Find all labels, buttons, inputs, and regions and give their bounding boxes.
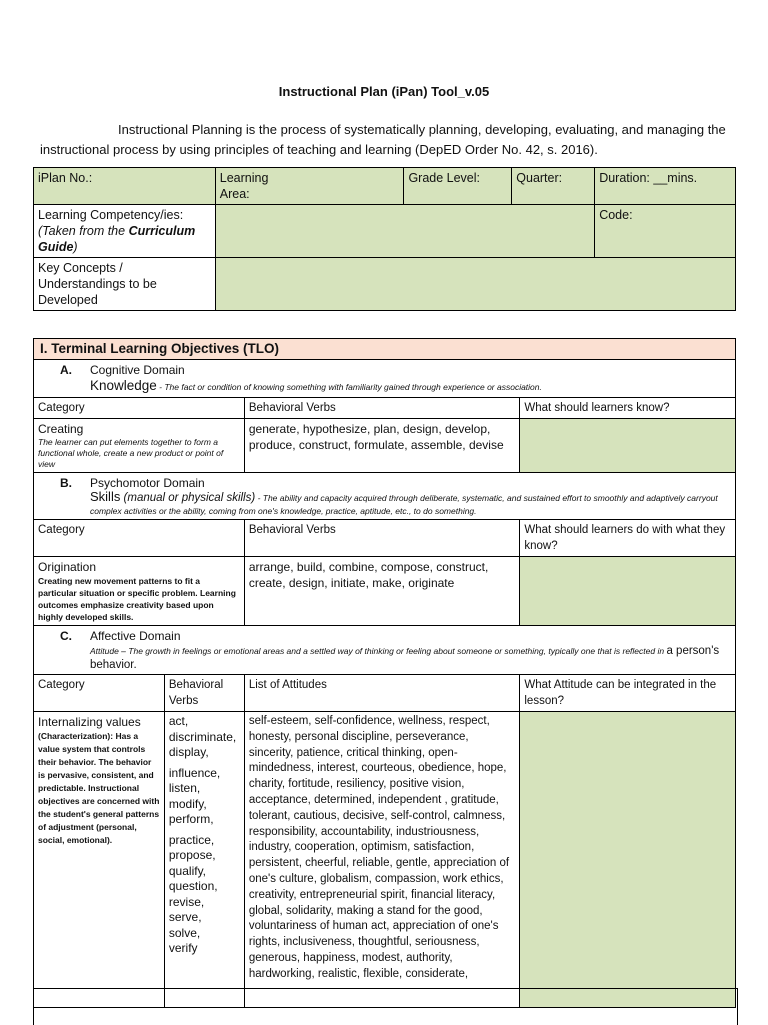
affective-attitudes-cell: self-esteem, self-confidence, wellness, respect, honesty, personal discipline, perseverance, sincerity, patience, critical thinking, open-mindedness, interest, courteous, obedience, hope, charity, fortitude, resiliency, positive vision, acceptance, determined, independent , gratitude, tolerant, cautious, decisive, self-control, calmness, responsibility, accountability, industriousness, industry, cooperation, optimism, satisfaction, persistent, cheerful, reliable, gentle, appreciation of one's culture, globalism, compassion, work ethics, creativity, entrepreneurial spirit, financial literacy, global, solidarity, making a stand for the good, voluntariness of human act, appreciation of one's rights, inclusiveness, thoughtful, seriousness, generous, happiness, modest, authority, hardworking, realistic, flexible, considerate, bbox=[244, 712, 520, 1008]
affective-col-category: Category bbox=[34, 675, 165, 712]
key-concepts-label-cell: Key Concepts / Understandings to be Developed bbox=[34, 258, 216, 311]
duration-cell: Duration: __mins. bbox=[595, 168, 736, 205]
cognitive-category-cell: Creating The learner can put elements together to form a functional whole, create a new product or point of view bbox=[34, 419, 245, 473]
cognitive-col-question: What should learners know? bbox=[520, 398, 736, 419]
affective-domain-header: C. Affective Domain Attitude – The growth in feelings or emotional areas and a settled way of thinking or feeling about someone or something, typically one that is reflected in a person's behavior. bbox=[34, 626, 736, 675]
affective-verb: modify, bbox=[168, 796, 207, 811]
cognitive-verbs-cell: generate, hypothesize, plan, design, develop, produce, construct, formulate, assemble, devise bbox=[244, 419, 520, 473]
cognitive-col-category: Category bbox=[34, 398, 245, 419]
affective-verb: solve, bbox=[168, 925, 201, 940]
affective-verb: influence, bbox=[168, 765, 221, 780]
affective-verb: practice, bbox=[168, 832, 215, 847]
grade-level-cell: Grade Level: bbox=[404, 168, 512, 205]
affective-verb: perform, bbox=[168, 812, 214, 826]
affective-col-question: What Attitude can be integrated in the lesson? bbox=[520, 675, 736, 712]
affective-verb: propose, bbox=[168, 848, 216, 862]
psychomotor-col-question: What should learners do with what they know? bbox=[520, 520, 736, 557]
affective-verb: serve, bbox=[168, 910, 202, 924]
affective-category-cell: Internalizing values (Characterization): Has a value system that controls their behavior. The behavior is pervasive, consistent, and predictable. Instructional objectives are concerned with the student's general patterns of adjustment (personal, social, emotional). bbox=[34, 712, 165, 1008]
key-concepts-value-cell bbox=[215, 258, 735, 311]
psychomotor-answer-cell bbox=[520, 557, 736, 626]
affective-verb: question, bbox=[168, 879, 218, 893]
affective-verb: listen, bbox=[168, 781, 201, 795]
affective-col-list: List of Attitudes bbox=[244, 675, 520, 712]
affective-verb: verify bbox=[168, 941, 198, 955]
affective-verbs-cell bbox=[164, 712, 244, 1008]
psychomotor-col-verbs: Behavioral Verbs bbox=[244, 520, 520, 557]
learning-area-cell: Learning Area: bbox=[215, 168, 404, 205]
competency-label-cell: Learning Competency/ies: (Taken from the Curriculum Guide) bbox=[34, 205, 216, 258]
psychomotor-verbs-cell: arrange, build, combine, compose, construct, create, design, initiate, make, originate bbox=[244, 557, 520, 626]
affective-verb: revise, bbox=[168, 894, 205, 909]
cognitive-col-verbs: Behavioral Verbs bbox=[244, 398, 520, 419]
affective-verb: act, bbox=[168, 714, 189, 728]
affective-col-verbs: Behavioral Verbs bbox=[164, 675, 244, 712]
intro-paragraph: Instructional Planning is the process of systematically planning, developing, evaluating, and managing the instructional process by using principles of teaching and learning (DepED Order No. 42, s. 2016). bbox=[40, 122, 726, 157]
tlo-heading: I. Terminal Learning Objectives (TLO) bbox=[34, 339, 736, 360]
affective-verb: display, bbox=[168, 745, 209, 759]
cognitive-domain-header: A. Cognitive Domain Knowledge - The fact or condition of knowing something with familiarity gained through experience or association. bbox=[34, 360, 736, 398]
competency-value-cell bbox=[215, 205, 594, 258]
next-section-border bbox=[33, 988, 738, 1025]
document-title: Instructional Plan (iPan) Tool_v.05 bbox=[278, 84, 490, 99]
psychomotor-col-category: Category bbox=[34, 520, 245, 557]
header-table bbox=[33, 167, 736, 311]
psychomotor-domain-header: B. Psychomotor Domain Skills (manual or physical skills) - The ability and capacity acquired through deliberate, systematic, and sustained effort to smoothly and adaptively carryout complex activities or the ability, coming from one's knowledge, practice, aptitude, etc., to do something. bbox=[34, 473, 736, 520]
tlo-table bbox=[33, 338, 736, 1008]
quarter-cell: Quarter: bbox=[512, 168, 595, 205]
affective-verb: discriminate, bbox=[168, 729, 237, 744]
code-cell: Code: bbox=[595, 205, 736, 258]
affective-verb: qualify, bbox=[168, 863, 207, 878]
psychomotor-category-cell: Origination Creating new movement patterns to fit a particular situation or specific problem. Learning outcomes emphasize creativity based upon highly developed skills. bbox=[34, 557, 245, 626]
affective-answer-cell bbox=[520, 712, 736, 1008]
iplan-no-cell: iPlan No.: bbox=[34, 168, 216, 205]
cognitive-answer-cell bbox=[520, 419, 736, 473]
